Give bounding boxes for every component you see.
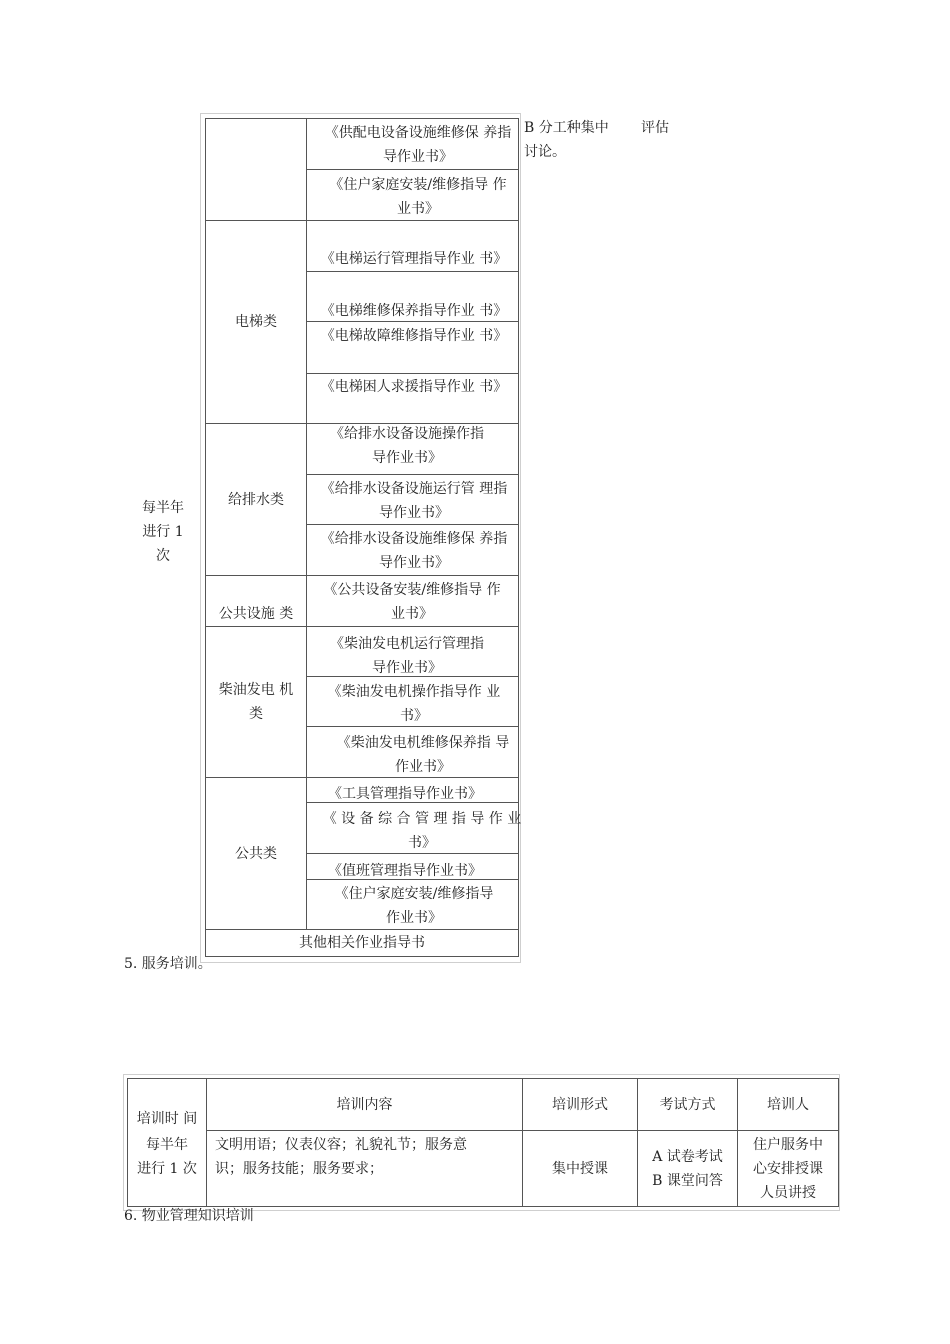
- header-training-content: 培训内容: [336, 1096, 393, 1113]
- assessment-method: 评估: [641, 120, 669, 136]
- item-tool-management: 《工具管理指导作业书》: [328, 786, 482, 802]
- row-separator: [306, 474, 519, 475]
- header-exam-method: 考试方式: [659, 1096, 716, 1113]
- section6-heading: 6. 物业管理知识培训: [124, 1208, 254, 1224]
- item-home-install-repair-public: 《住户家庭安装/维修指导 作业书》: [334, 886, 494, 926]
- category-public: 公共类: [235, 845, 277, 862]
- training-frequency: 每半年 进行 1 次: [142, 500, 184, 564]
- row-separator: [306, 271, 519, 272]
- table-footer-other-guides: 其他相关作业指导书: [299, 935, 425, 951]
- item-generator-operation-management: 《柴油发电机运行管理指 导作业书》: [330, 636, 484, 676]
- category-elevator: 电梯类: [235, 314, 277, 330]
- item-elevator-fault-repair: 《电梯故障维修指导作业 书》: [320, 328, 508, 344]
- row-trainer: 住户服务中 心安排授课 人员讲授: [753, 1136, 823, 1201]
- training-method: B 分工种集中 讨论。: [524, 120, 609, 160]
- item-water-operation: 《给排水设备设施操作指 导作业书》: [330, 426, 484, 466]
- row-separator: [306, 169, 519, 170]
- group-separator: [205, 575, 519, 576]
- item-public-equipment-install: 《公共设备安装/维修指导 作 业书》: [323, 582, 501, 622]
- row-training-form: 集中授课: [552, 1160, 608, 1177]
- table-border-top: [205, 118, 519, 119]
- item-water-maintenance: 《给排水设备设施维修保 养指 导作业书》: [320, 531, 508, 571]
- item-elevator-rescue: 《电梯困人求援指导作业 书》: [320, 379, 508, 395]
- item-home-install-repair: 《住户家庭安装/维修指导 作 业书》: [329, 177, 507, 217]
- item-generator-operation: 《柴油发电机操作指导作 业 书》: [327, 684, 501, 724]
- item-elevator-maintenance: 《电梯维修保养指导作业 书》: [320, 303, 508, 319]
- row-training-time: 每半年 进行 1 次: [137, 1137, 197, 1177]
- item-power-maintenance: 《供配电设备设施维修保 养指 导作业书》: [324, 125, 512, 165]
- header-training-time: 培训时 间: [136, 1111, 198, 1127]
- row-training-content: 文明用语；仪表仪容；礼貌礼节；服务意 识；服务技能；服务要求；: [215, 1137, 467, 1177]
- item-water-running-management: 《给排水设备设施运行管 理指 导作业书》: [320, 481, 508, 521]
- category-public-facilities: 公共设施 类: [218, 605, 294, 622]
- item-elevator-operation: 《电梯运行管理指导作业 书》: [320, 251, 508, 267]
- training-table-right: [838, 1078, 839, 1207]
- category-diesel-generator: 柴油发电 机 类: [218, 682, 294, 722]
- header-trainer: 培训人: [767, 1096, 809, 1113]
- header-training-form: 培训形式: [552, 1096, 608, 1113]
- item-generator-maintenance: 《柴油发电机维修保养指 导 作业书》: [336, 735, 510, 775]
- item-equipment-comprehensive: 《 设 备 综 合 管 理 指 导 作 业 书》: [322, 811, 522, 851]
- row-separator: [306, 373, 519, 374]
- category-water-supply: 给排水类: [228, 491, 284, 508]
- section5-heading: 5. 服务培训。: [124, 956, 212, 972]
- row-exam-method: A 试卷考试 B 课堂问答: [652, 1148, 723, 1189]
- table-border-bottom: [205, 956, 519, 957]
- item-duty-management: 《值班管理指导作业书》: [328, 863, 482, 879]
